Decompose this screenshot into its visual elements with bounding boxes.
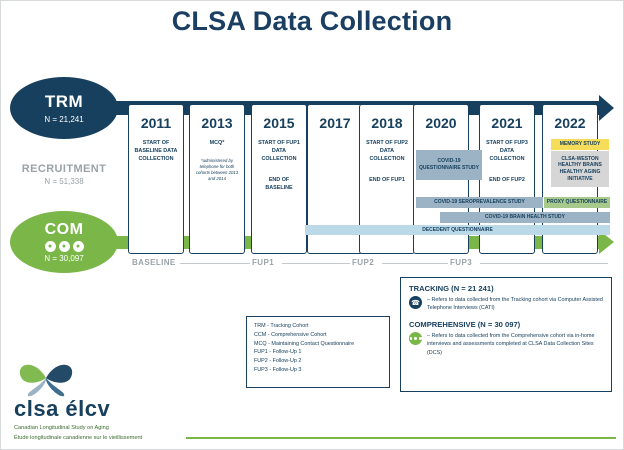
recruitment-n: N = 51,338 [44, 177, 84, 186]
assessment-icon: ● [59, 241, 70, 252]
abbreviation-item: FUP3 - Follow-Up 3 [254, 366, 302, 373]
recruitment-title: RECRUITMENT [21, 163, 107, 175]
year-label: 2021 [491, 115, 523, 131]
year-milestone-text: START OF FUP2 DATA COLLECTION [366, 140, 408, 162]
year-column-2013 [189, 104, 245, 254]
study-bar-memory-study: MEMORY STUDY [551, 139, 609, 150]
year-milestone-text: END OF BASELINE [265, 177, 293, 192]
cohort-definitions-legend [400, 277, 612, 392]
abbreviation-item: CCM - Comprehensive Cohort [254, 331, 327, 338]
butterfly-icon [14, 358, 78, 398]
tracking-cohort-bubble [10, 77, 118, 139]
clsa-tagline-fr: Étude longitudinale canadienne sur le vieillissement [14, 435, 143, 442]
tracking-definition-text: – Refers to data collected from the Tracking cohort via Computer Assisted Telephone Interviews (CATI) [427, 297, 603, 312]
year-milestone-text: START OF FUP3 DATA COLLECTION [486, 140, 528, 162]
year-milestone-text: START OF BASELINE DATA COLLECTION [134, 140, 178, 162]
year-label: 2020 [425, 115, 457, 131]
comprehensive-cohort-name: COM [44, 221, 84, 238]
abbreviation-item: FUP2 - Follow-Up 2 [254, 358, 302, 364]
study-bar-covid-questionnaire: COVID-19 QUESTIONNAIRE STUDY [416, 150, 482, 180]
phase-rule-2 [282, 263, 350, 264]
year-label: 2013 [201, 115, 233, 131]
comprehensive-definition-text: – Refers to data collected from the Comprehensive cohort via in-home interviews and assessments completed at CLSA Data Collection Sites (DCS) [427, 332, 595, 356]
study-bar-weston-initiative: CLSA-WESTON HEALTHY BRAINS HEALTHY AGING INITIATIVE [551, 151, 609, 187]
year-label: 2015 [263, 115, 295, 131]
year-column-2015 [251, 104, 307, 254]
comprehensive-cohort-bubble [10, 211, 118, 273]
phase-rule-1 [180, 263, 250, 264]
phase-rule-3 [382, 263, 448, 264]
tracking-arrow-head [599, 95, 614, 121]
tracking-definition-row [409, 296, 603, 313]
clsa-logo [8, 360, 178, 442]
year-label: 2017 [319, 115, 351, 131]
study-bar-covid-seroprevalence: COVID-19 SEROPREVALENCE STUDY [416, 197, 543, 208]
study-bar-decedent-questionnaire: DECEDENT QUESTIONNAIRE [305, 225, 610, 235]
clsa-wordmark-wrap [14, 396, 142, 443]
year-label: 2018 [371, 115, 403, 131]
phase-label-fup2: FUP2 [352, 258, 375, 267]
page-title: CLSA Data Collection [171, 6, 453, 36]
recruitment-label [8, 163, 120, 186]
phase-label-fup1: FUP1 [252, 258, 275, 267]
year-milestone-text: END OF FUP1 [369, 177, 405, 184]
study-bar-proxy-questionnaire: PROXY QUESTIONNAIRE [544, 197, 610, 208]
comprehensive-icon-group [45, 241, 84, 252]
study-bar-covid-brain-health: COVID-19 BRAIN HEALTH STUDY [440, 212, 610, 223]
year-column-2011 [128, 104, 184, 254]
home-visit-icon: ● [45, 241, 56, 252]
comprehensive-definition-row [409, 332, 603, 357]
abbreviation-item: TRM - Tracking Cohort [254, 323, 309, 329]
abbreviation-item: MCQ - Maintaining Contact Questionnaire [254, 340, 355, 347]
comprehensive-definition-heading: COMPREHENSIVE (N = 30 097) [409, 319, 521, 329]
year-milestone-text: START OF FUP1 DATA COLLECTION [258, 140, 300, 162]
footer-rule [186, 437, 616, 439]
year-milestone-text: MCQ* [209, 140, 225, 146]
year-milestone-text: END OF FUP2 [489, 177, 525, 184]
year-label: 2011 [140, 115, 172, 131]
tracking-cohort-n: N = 21,241 [44, 115, 84, 124]
year-footnote: *administered by telephone for both cohorts between 2013 and 2014 [195, 157, 239, 181]
clsa-tagline-en: Canadian Longitudinal Study on Aging [14, 425, 109, 431]
abbreviations-legend [246, 316, 390, 388]
in-home-assessment-icon [409, 332, 422, 345]
tracking-cohort-name: TRM [44, 92, 84, 111]
site-icon: ● [73, 241, 84, 252]
clsa-wordmark: clsa élcv [14, 396, 111, 421]
abbreviation-item: FUP1 - Follow-Up 1 [254, 349, 302, 356]
telephone-icon: ☎ [409, 296, 422, 309]
phase-label-baseline: BASELINE [132, 258, 176, 267]
phase-label-fup3: FUP3 [450, 258, 473, 267]
phase-rule-4 [480, 263, 608, 264]
comprehensive-cohort-n: N = 30,097 [44, 254, 84, 263]
tracking-definition-heading: TRACKING (N = 21 241) [409, 284, 494, 293]
year-label: 2022 [554, 115, 586, 131]
